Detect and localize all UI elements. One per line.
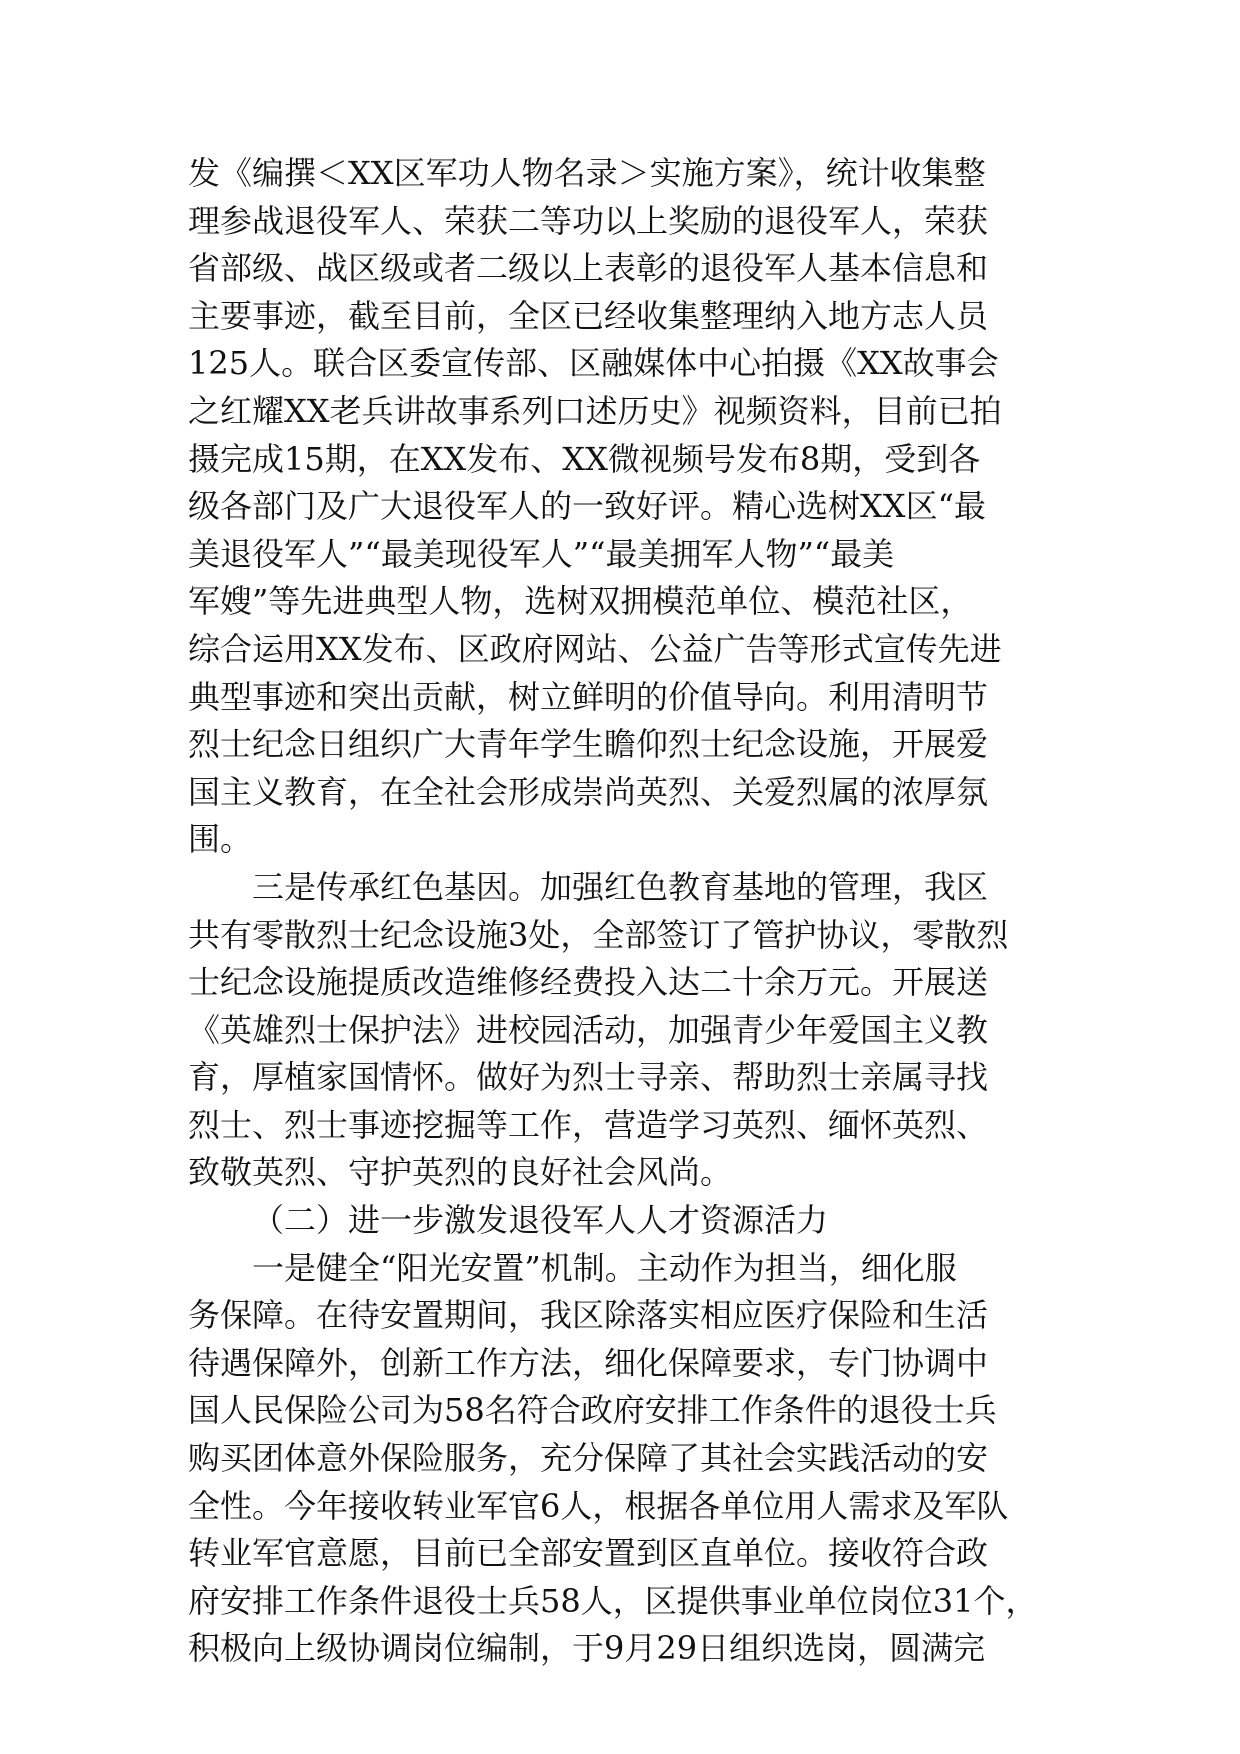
text-line: 士纪念设施提质改造维修经费投入达二十余万元。开展送	[188, 963, 989, 1002]
text-line: 全性。今年接收转业军官6人，根据各单位用人需求及军队	[188, 1486, 1009, 1525]
text-line: 125人。联合区委宣传部、区融媒体中心拍摄《XX故事会	[188, 344, 999, 383]
text-line: 府安排工作条件退役士兵58人，区提供事业单位岗位31个，	[188, 1581, 1038, 1620]
text-line: 典型事迹和突出贡献，树立鲜明的价值导向。利用清明节	[188, 677, 989, 716]
text-line: 待遇保障外，创新工作方法，细化保障要求，专门协调中	[188, 1343, 989, 1382]
text-line: 发《编撰＜XX区军功人物名录＞实施方案》，统计收集整	[188, 154, 986, 192]
text-line: 美退役军人”“最美现役军人”“最美拥军人物”“最美	[188, 534, 895, 573]
text-line: 之红耀XX老兵讲故事系列口述历史》视频资料，目前已拍	[188, 391, 1002, 430]
text-line: 国主义教育，在全社会形成崇尚英烈、关爱烈属的浓厚氛	[188, 772, 989, 811]
text-line: 主要事迹，截至目前，全区已经收集整理纳入地方志人员	[188, 296, 989, 335]
text-line: 购买团体意外保险服务，充分保障了其社会实践活动的安	[188, 1439, 989, 1478]
text-line: 理参战退役军人、荣获二等功以上奖励的退役军人，荣获	[188, 201, 989, 240]
text-line: 转业军官意愿，目前已全部安置到区直单位。接收符合政	[188, 1534, 989, 1573]
section-heading: （二）进一步激发退役军人人才资源活力	[252, 1201, 829, 1240]
text-line: 综合运用XX发布、区政府网站、公益广告等形式宣传先进	[188, 629, 1002, 668]
text-line: 共有零散烈士纪念设施3处，全部签订了管护协议，零散烈	[188, 915, 1009, 954]
paragraph-start-line: 三是传承红色基因。加强红色教育基地的管理，我区	[252, 867, 989, 906]
text-line: 积极向上级协调岗位编制，于9月29日组织选岗，圆满完	[188, 1629, 986, 1668]
text-line: 育，厚植家国情怀。做好为烈士寻亲、帮助烈士亲属寻找	[188, 1058, 989, 1097]
text-line: 烈士纪念日组织广大青年学生瞻仰烈士纪念设施，开展爱	[188, 725, 989, 764]
text-line: 围。	[188, 820, 253, 859]
text-line: 烈士、烈士事迹挖掘等工作，营造学习英烈、缅怀英烈、	[188, 1105, 989, 1144]
text-line: 省部级、战区级或者二级以上表彰的退役军人基本信息和	[188, 249, 989, 288]
text-line: 致敬英烈、守护英烈的良好社会风尚。	[188, 1153, 733, 1192]
text-line: 级各部门及广大退役军人的一致好评。精心选树XX区“最	[188, 487, 986, 526]
paragraph-start-line: 一是健全“阳光安置”机制。主动作为担当，细化服	[252, 1248, 957, 1287]
text-line: 《英雄烈士保护法》进校园活动，加强青少年爱国主义教	[188, 1010, 989, 1049]
document-body	[188, 150, 1058, 1673]
text-line: 军嫂”等先进典型人物，选树双拥模范单位、模范社区，	[188, 582, 973, 621]
text-line: 国人民保险公司为58名符合政府安排工作条件的退役士兵	[188, 1391, 997, 1430]
text-line: 务保障。在待安置期间，我区除落实相应医疗保险和生活	[188, 1296, 989, 1335]
text-line: 摄完成15期，在XX发布、XX微视频号发布8期，受到各	[188, 439, 981, 478]
